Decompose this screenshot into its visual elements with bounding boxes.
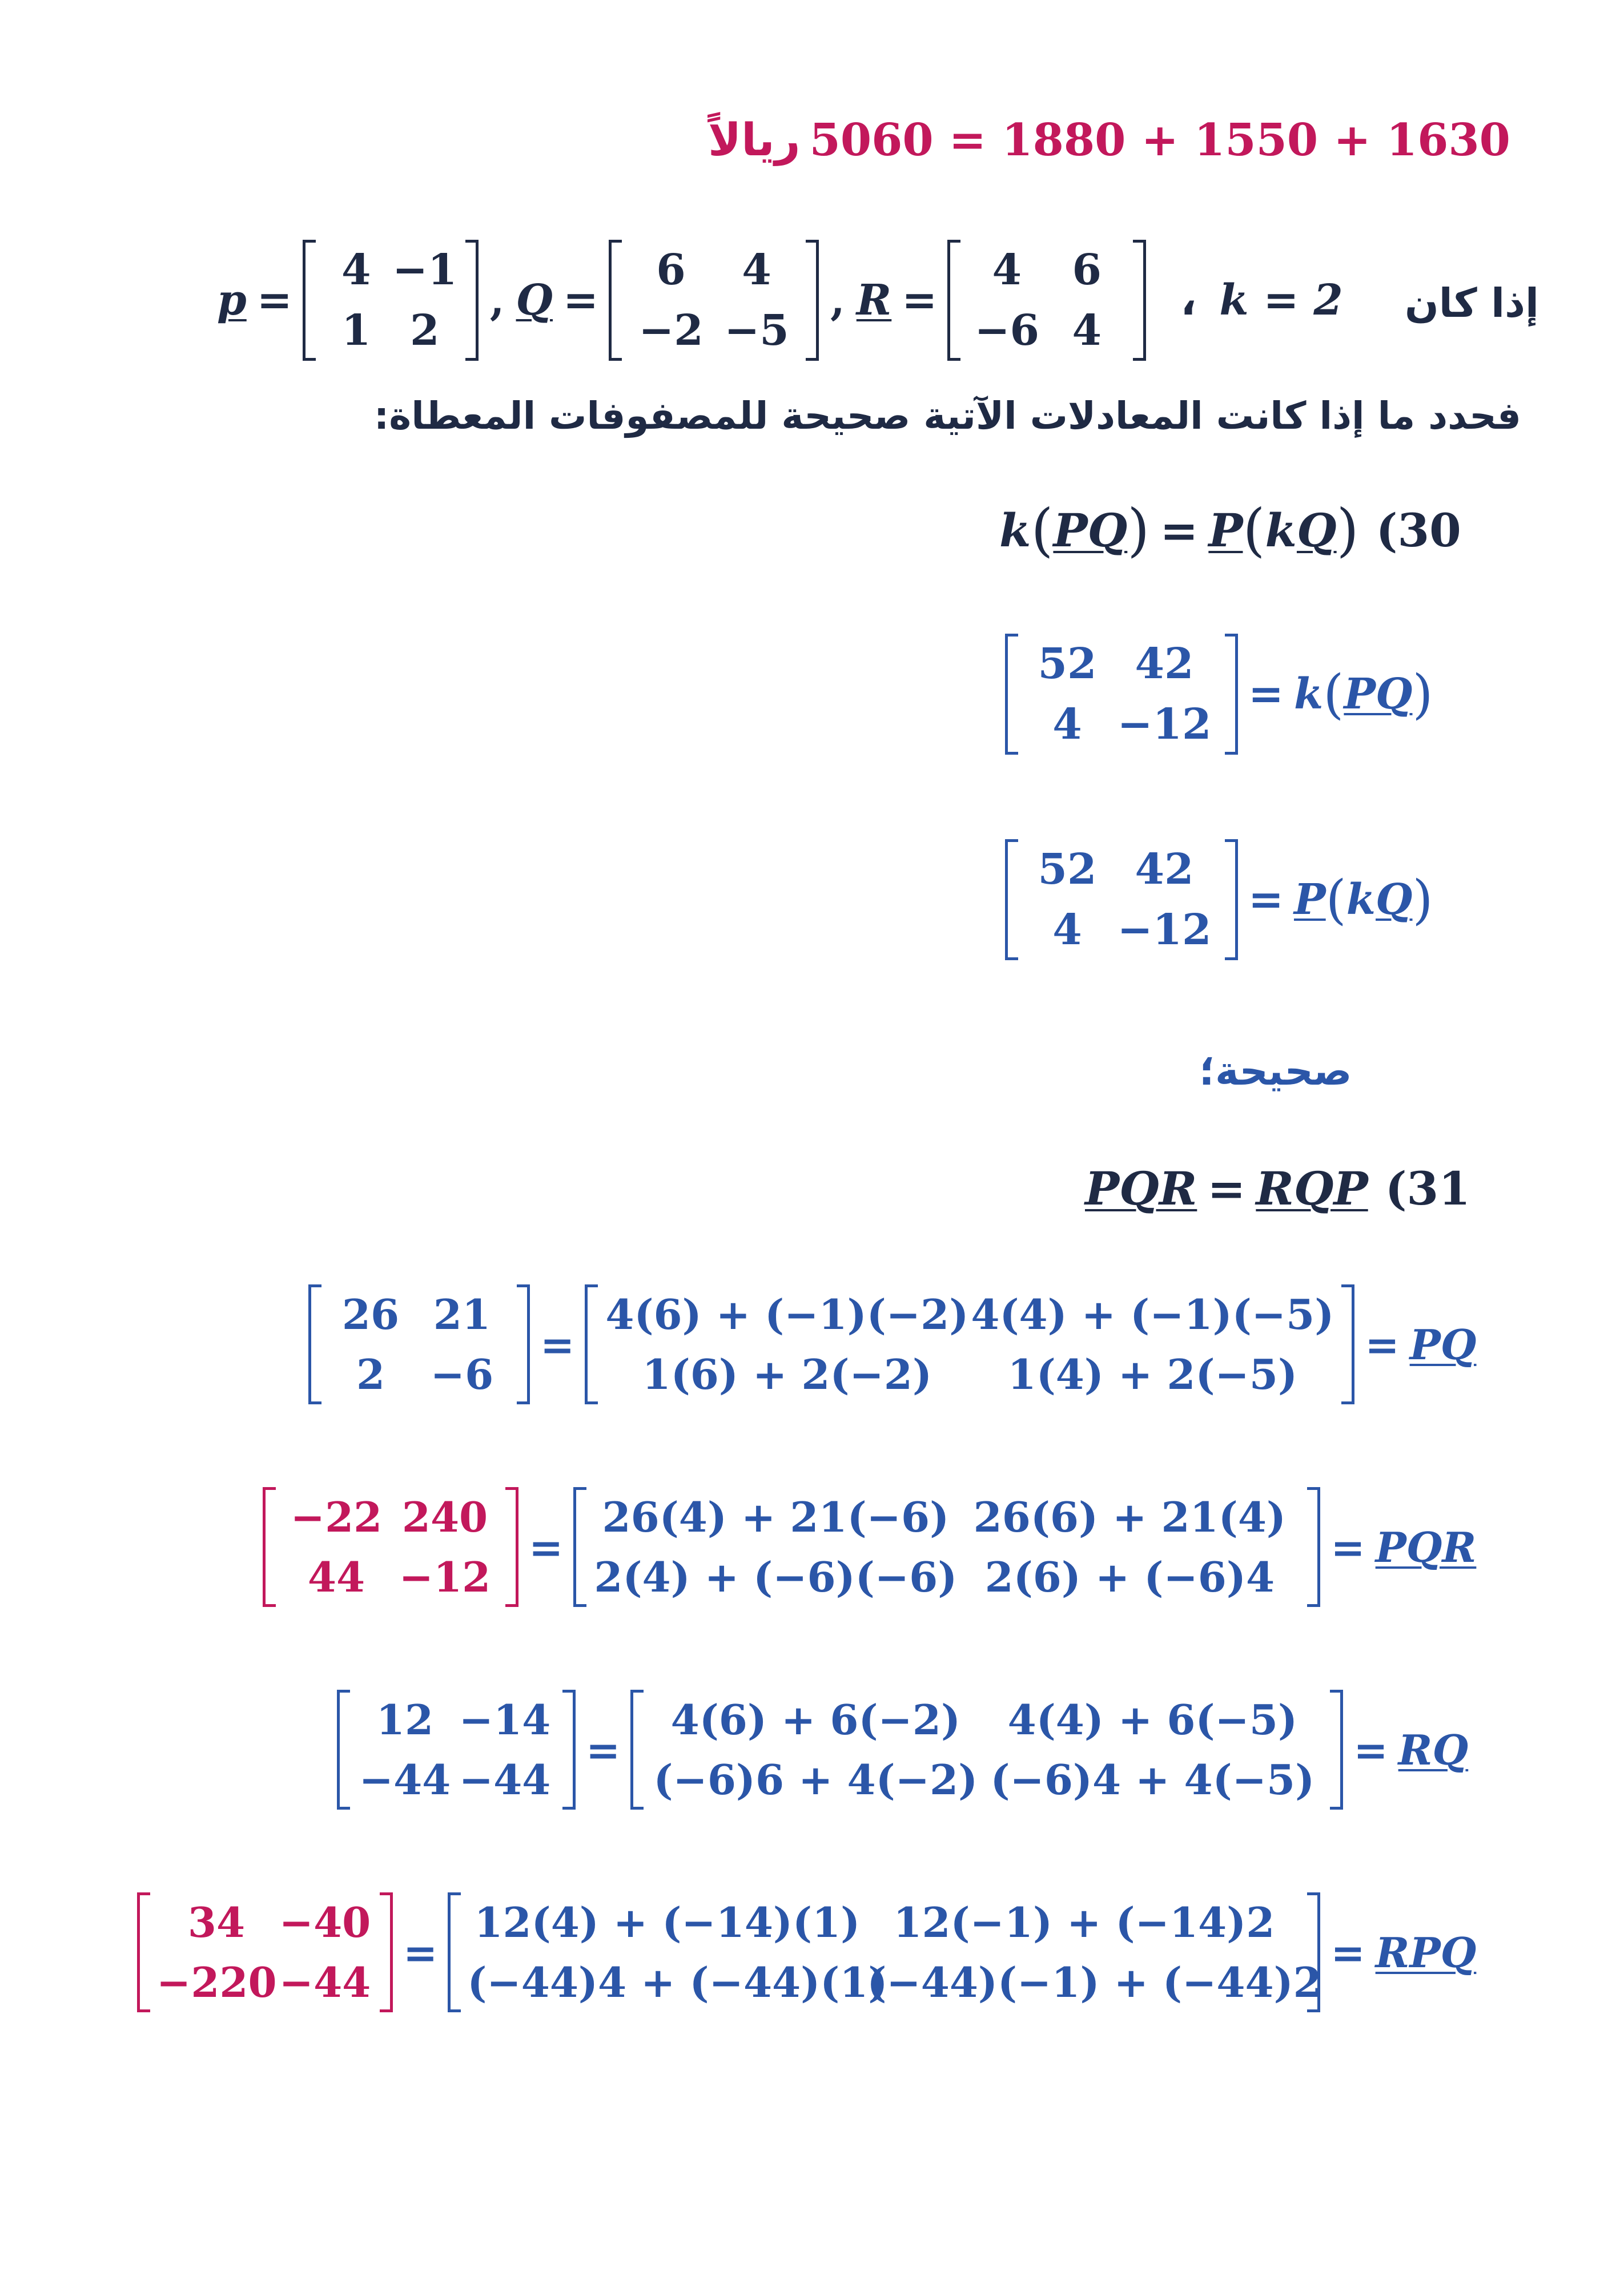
pqr-label: PQR — [1375, 1522, 1477, 1572]
equals-sign: = — [1330, 1522, 1365, 1572]
equals-sign: = — [256, 276, 292, 325]
equals-sign: = — [1248, 670, 1284, 719]
matrix-rpq-work — [448, 1892, 1320, 2012]
equals-sign: = — [563, 276, 599, 325]
kpq-cell: −12 — [1117, 700, 1212, 749]
result-cell: −220 — [156, 1958, 277, 2007]
matrix-r — [947, 240, 1146, 361]
equals-sign: = — [586, 1725, 621, 1774]
work-cell: 12(4) + (−14)(1) — [474, 1898, 861, 1947]
paren-open: ( — [1031, 497, 1054, 563]
comma-sep: , — [489, 276, 505, 325]
instruction-text: فحدد ما إذا كانت المعادلات الآتية صحيحة للمصفوفات المعطاة: — [373, 394, 1521, 438]
problem-30-kpq — [1005, 634, 1433, 755]
sum-expression: 5060 = 1880 + 1550 + 1630 — [809, 114, 1510, 166]
arabic-comma: ، — [1180, 276, 1197, 325]
paren-close: ) — [1412, 663, 1433, 725]
step-pqr — [263, 1487, 1476, 1607]
p-term: P — [1294, 875, 1326, 924]
q-label: Q — [516, 276, 553, 325]
work-cell: (−6)6 + 4(−2) — [653, 1755, 978, 1804]
matrix-pqr-work — [573, 1487, 1320, 1607]
equals-sign: = — [1330, 1928, 1365, 1977]
r-cell: 4 — [1072, 306, 1102, 355]
problem-30-heading — [999, 497, 1461, 563]
pkq-cell: 4 — [1052, 905, 1082, 954]
k-symbol: k — [1294, 670, 1324, 719]
q-cell: −2 — [638, 306, 704, 355]
equals-sign: = — [1353, 1725, 1388, 1774]
q-term: Q — [1296, 503, 1337, 557]
matrix-pq-work — [585, 1284, 1354, 1404]
paren-close: ) — [1127, 497, 1150, 563]
equals-sign: = — [403, 1928, 438, 1977]
equals-sign: = — [1207, 1162, 1246, 1215]
equals-sign: = — [1160, 503, 1199, 557]
rpq-label: RPQ — [1375, 1928, 1477, 1977]
r-cell: 4 — [992, 245, 1022, 295]
p-term: P — [1208, 503, 1243, 557]
currency-word: ريالاً — [708, 114, 801, 166]
paren-open: ( — [1325, 869, 1346, 931]
r-cell: 6 — [1072, 245, 1102, 295]
p-cell: 1 — [341, 306, 371, 355]
matrix-kpq — [1005, 634, 1238, 755]
result-cell: −44 — [279, 1958, 371, 2007]
problem-31-heading — [1085, 1162, 1470, 1215]
matrix-pqr-result — [263, 1487, 518, 1607]
result-cell: −44 — [459, 1755, 551, 1804]
work-cell: 26(6) + 21(4) — [973, 1493, 1286, 1541]
pq-label: PQ — [1409, 1320, 1477, 1369]
result-cell: −22 — [290, 1493, 383, 1541]
q-cell: 4 — [742, 245, 771, 295]
equals-sign: = — [902, 276, 938, 325]
kpq-cell: 4 — [1052, 700, 1082, 749]
given-prefix: إذا كان — [1405, 280, 1539, 327]
rq-label: RQ — [1398, 1725, 1469, 1774]
r-cell: −6 — [974, 306, 1040, 355]
problem-number: (30 — [1376, 503, 1461, 557]
pkq-cell: 52 — [1038, 845, 1097, 894]
q-term: Q — [1376, 875, 1413, 924]
q-cell: 6 — [656, 245, 686, 295]
work-cell: (−44)4 + (−44)(1) — [467, 1958, 888, 2007]
work-cell: 26(4) + 21(−6) — [602, 1493, 950, 1541]
k-symbol: k — [999, 503, 1031, 557]
pqr-term: PQR — [1085, 1162, 1197, 1215]
kpq-cell: 42 — [1135, 639, 1194, 688]
k-symbol: k — [1265, 503, 1297, 557]
r-label: R — [856, 276, 892, 325]
p-label: p — [217, 276, 247, 325]
matrix-pq-result — [308, 1284, 530, 1404]
work-cell: 4(4) + 6(−5) — [1007, 1695, 1298, 1744]
paren-close: ) — [1412, 869, 1433, 931]
matrix-rpq-result — [137, 1892, 393, 2012]
pq-term: PQ — [1053, 503, 1128, 557]
given-line — [217, 240, 1343, 361]
problem-number: (31 — [1385, 1162, 1470, 1215]
result-cell: 34 — [187, 1898, 246, 1947]
pkq-cell: 42 — [1135, 845, 1194, 894]
paren-close: ) — [1336, 497, 1359, 563]
matrix-q — [609, 240, 819, 361]
step-pq — [308, 1284, 1477, 1404]
result-cell: −12 — [399, 1553, 491, 1601]
work-cell: (−44)(−1) + (−44)2 — [867, 1958, 1322, 2007]
result-cell: 240 — [401, 1493, 488, 1541]
work-cell: 2(6) + (−6)4 — [984, 1553, 1275, 1601]
comma-sep: , — [830, 276, 845, 325]
paren-open: ( — [1243, 497, 1265, 563]
equals-sign: = — [540, 1320, 575, 1369]
matrix-p — [303, 240, 479, 361]
p-cell: −1 — [392, 245, 457, 295]
result-cell: −6 — [430, 1350, 494, 1399]
work-cell: 4(6) + (−1)(−2) — [605, 1290, 969, 1339]
step-rpq — [137, 1892, 1476, 2012]
result-cell: −14 — [459, 1695, 551, 1744]
result-cell: 12 — [376, 1695, 434, 1744]
work-cell: 1(4) + 2(−5) — [1007, 1350, 1298, 1399]
work-cell: (−6)4 + 4(−5) — [990, 1755, 1315, 1804]
work-cell: 4(6) + 6(−2) — [670, 1695, 961, 1744]
work-cell: 1(6) + 2(−2) — [642, 1350, 932, 1399]
k-expression: k = 2 — [1219, 276, 1343, 325]
problem-30-pkq — [1005, 839, 1433, 960]
result-cell: −40 — [279, 1898, 371, 1947]
result-cell: 44 — [307, 1553, 365, 1601]
paren-open: ( — [1323, 663, 1344, 725]
work-cell: 12(−1) + (−14)2 — [893, 1898, 1275, 1947]
p-cell: 2 — [410, 306, 440, 355]
matrix-rq-result — [337, 1690, 576, 1810]
k-symbol: k — [1346, 875, 1376, 924]
equals-sign: = — [529, 1522, 564, 1572]
result-cell: −44 — [359, 1755, 451, 1804]
work-cell: 2(4) + (−6)(−6) — [594, 1553, 958, 1601]
result-cell: 2 — [356, 1350, 385, 1399]
pkq-cell: −12 — [1117, 905, 1212, 954]
result-cell: 21 — [433, 1290, 491, 1339]
result-cell: 26 — [341, 1290, 400, 1339]
work-cell: 4(4) + (−1)(−5) — [971, 1290, 1334, 1339]
pq-term: PQ — [1344, 670, 1413, 719]
equals-sign: = — [1365, 1320, 1400, 1369]
kpq-cell: 52 — [1038, 639, 1097, 688]
matrix-pkq — [1005, 839, 1238, 960]
rqp-term: RQP — [1256, 1162, 1368, 1215]
p-cell: 4 — [341, 245, 371, 295]
verdict-correct: صحيحة؛ — [1199, 1048, 1352, 1094]
equals-sign: = — [1248, 875, 1284, 924]
q-cell: −5 — [724, 306, 789, 355]
sum-line — [708, 114, 1510, 166]
step-rq — [337, 1690, 1468, 1810]
matrix-rq-work — [630, 1690, 1343, 1810]
